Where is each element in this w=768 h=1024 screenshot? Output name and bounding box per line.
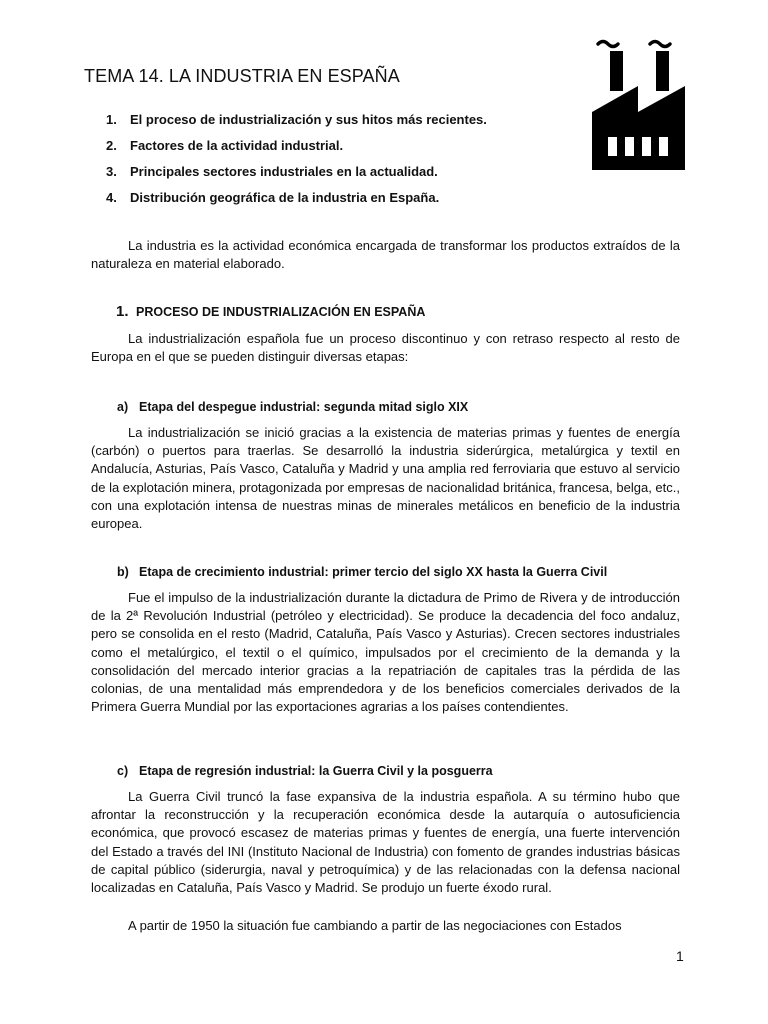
intro-paragraph: La industria es la actividad económica encargada de transformar los productos extraídos de la naturaleza en material elaborado. — [91, 238, 680, 272]
toc-item-number: 4. — [106, 190, 117, 205]
stage-b-paragraph: Fue el impulso de la industrialización durante la dictadura de Primo de Rivera y de introducción de la 2ª Revolución Industrial (petróleo y electricidad). Se produce la decadencia del foco andaluz, pero se consolida en el resto (Madrid, Cataluña, País Vasco y Asturias). Crecen sectores industriales como el metalúrgico, el textil o el químico, impulsados por el crecimiento de la demanda y la consolidación del mercado interior gracias a la repatriación de capitales tras la pérdida de las colonias, de una mentalidad más emprendedora y de los beneficios comerciales derivados de la Primera Guerra Mundial por las exportaciones agrarias a los países contendientes. — [91, 590, 680, 715]
section-1-heading — [116, 303, 425, 320]
toc-item — [106, 137, 487, 163]
toc-item-number: 2. — [106, 138, 117, 153]
toc-item — [106, 111, 487, 137]
section-1-heading-text: PROCESO DE INDUSTRIALIZACIÓN EN ESPAÑA — [136, 305, 426, 319]
stage-b-heading-text: Etapa de crecimiento industrial: primer tercio del siglo XX hasta la Guerra Civil — [139, 565, 608, 579]
factory-icon — [590, 38, 686, 170]
section-1-paragraph: La industrialización española fue un proceso discontinuo y con retraso respecto al resto de Europa en el que se pueden distinguir diversas etapas: — [91, 331, 680, 365]
toc-item-text: El proceso de industrialización y sus hitos más recientes. — [130, 112, 487, 127]
toc-item-text: Factores de la actividad industrial. — [130, 138, 344, 153]
stage-c-label: c) — [117, 764, 129, 778]
page-number: 1 — [676, 948, 684, 964]
toc-item-text: Distribución geográfica de la industria en España. — [130, 190, 440, 205]
stage-a-label: a) — [117, 400, 129, 414]
toc-item-number: 3. — [106, 164, 117, 179]
stage-c-paragraph-continued: A partir de 1950 la situación fue cambiando a partir de las negociaciones con Estados — [128, 918, 622, 933]
toc-item-number: 1. — [106, 112, 117, 127]
toc-item — [106, 189, 487, 215]
stage-a-heading-text: Etapa del despegue industrial: segunda mitad siglo XIX — [139, 400, 469, 414]
table-of-contents — [106, 111, 487, 215]
stage-a-heading — [117, 400, 468, 414]
stage-a-paragraph: La industrialización se inició gracias a la existencia de materias primas y fuentes de energía (carbón) o puertos para traerlas. Se desarrolló la industria siderúrgica, metalúrgica y textil en Andalucía, Asturias, País Vasco, Cataluña y Madrid y una amplia red ferroviaria que estuvo al servicio de la explotación minera, protagonizada por empresas de nacionalidad británica, francesa, belga, etc., con una explotación intensa de nuestras minas de minerales metálicos en beneficio de la industria europea. — [91, 425, 680, 532]
toc-item — [106, 163, 487, 189]
stage-c-paragraph: La Guerra Civil truncó la fase expansiva de la industria española. A su término hubo que afrontar la reconstrucción y la recuperación económica desde la autarquía o autosuficiencia económica, que provocó escasez de materias primas y fuentes de energía, una fuerte intervención del Estado a través del INI (Instituto Nacional de Industria) con fomento de grandes industrias básicas de capital público (siderurgia, naval y petroquímica) y de las relacionadas con la defensa nacional localizadas en Cataluña, País Vasco y Madrid. Se produjo un fuerte éxodo rural. — [91, 789, 680, 896]
stage-c-heading-text: Etapa de regresión industrial: la Guerra Civil y la posguerra — [139, 764, 493, 778]
stage-c-heading — [117, 764, 493, 778]
section-1-number: 1. — [116, 303, 129, 320]
stage-b-label: b) — [117, 565, 129, 579]
toc-item-text: Principales sectores industriales en la actualidad. — [130, 164, 438, 179]
document-title: TEMA 14. LA INDUSTRIA EN ESPAÑA — [84, 66, 400, 86]
stage-b-heading — [117, 565, 607, 579]
